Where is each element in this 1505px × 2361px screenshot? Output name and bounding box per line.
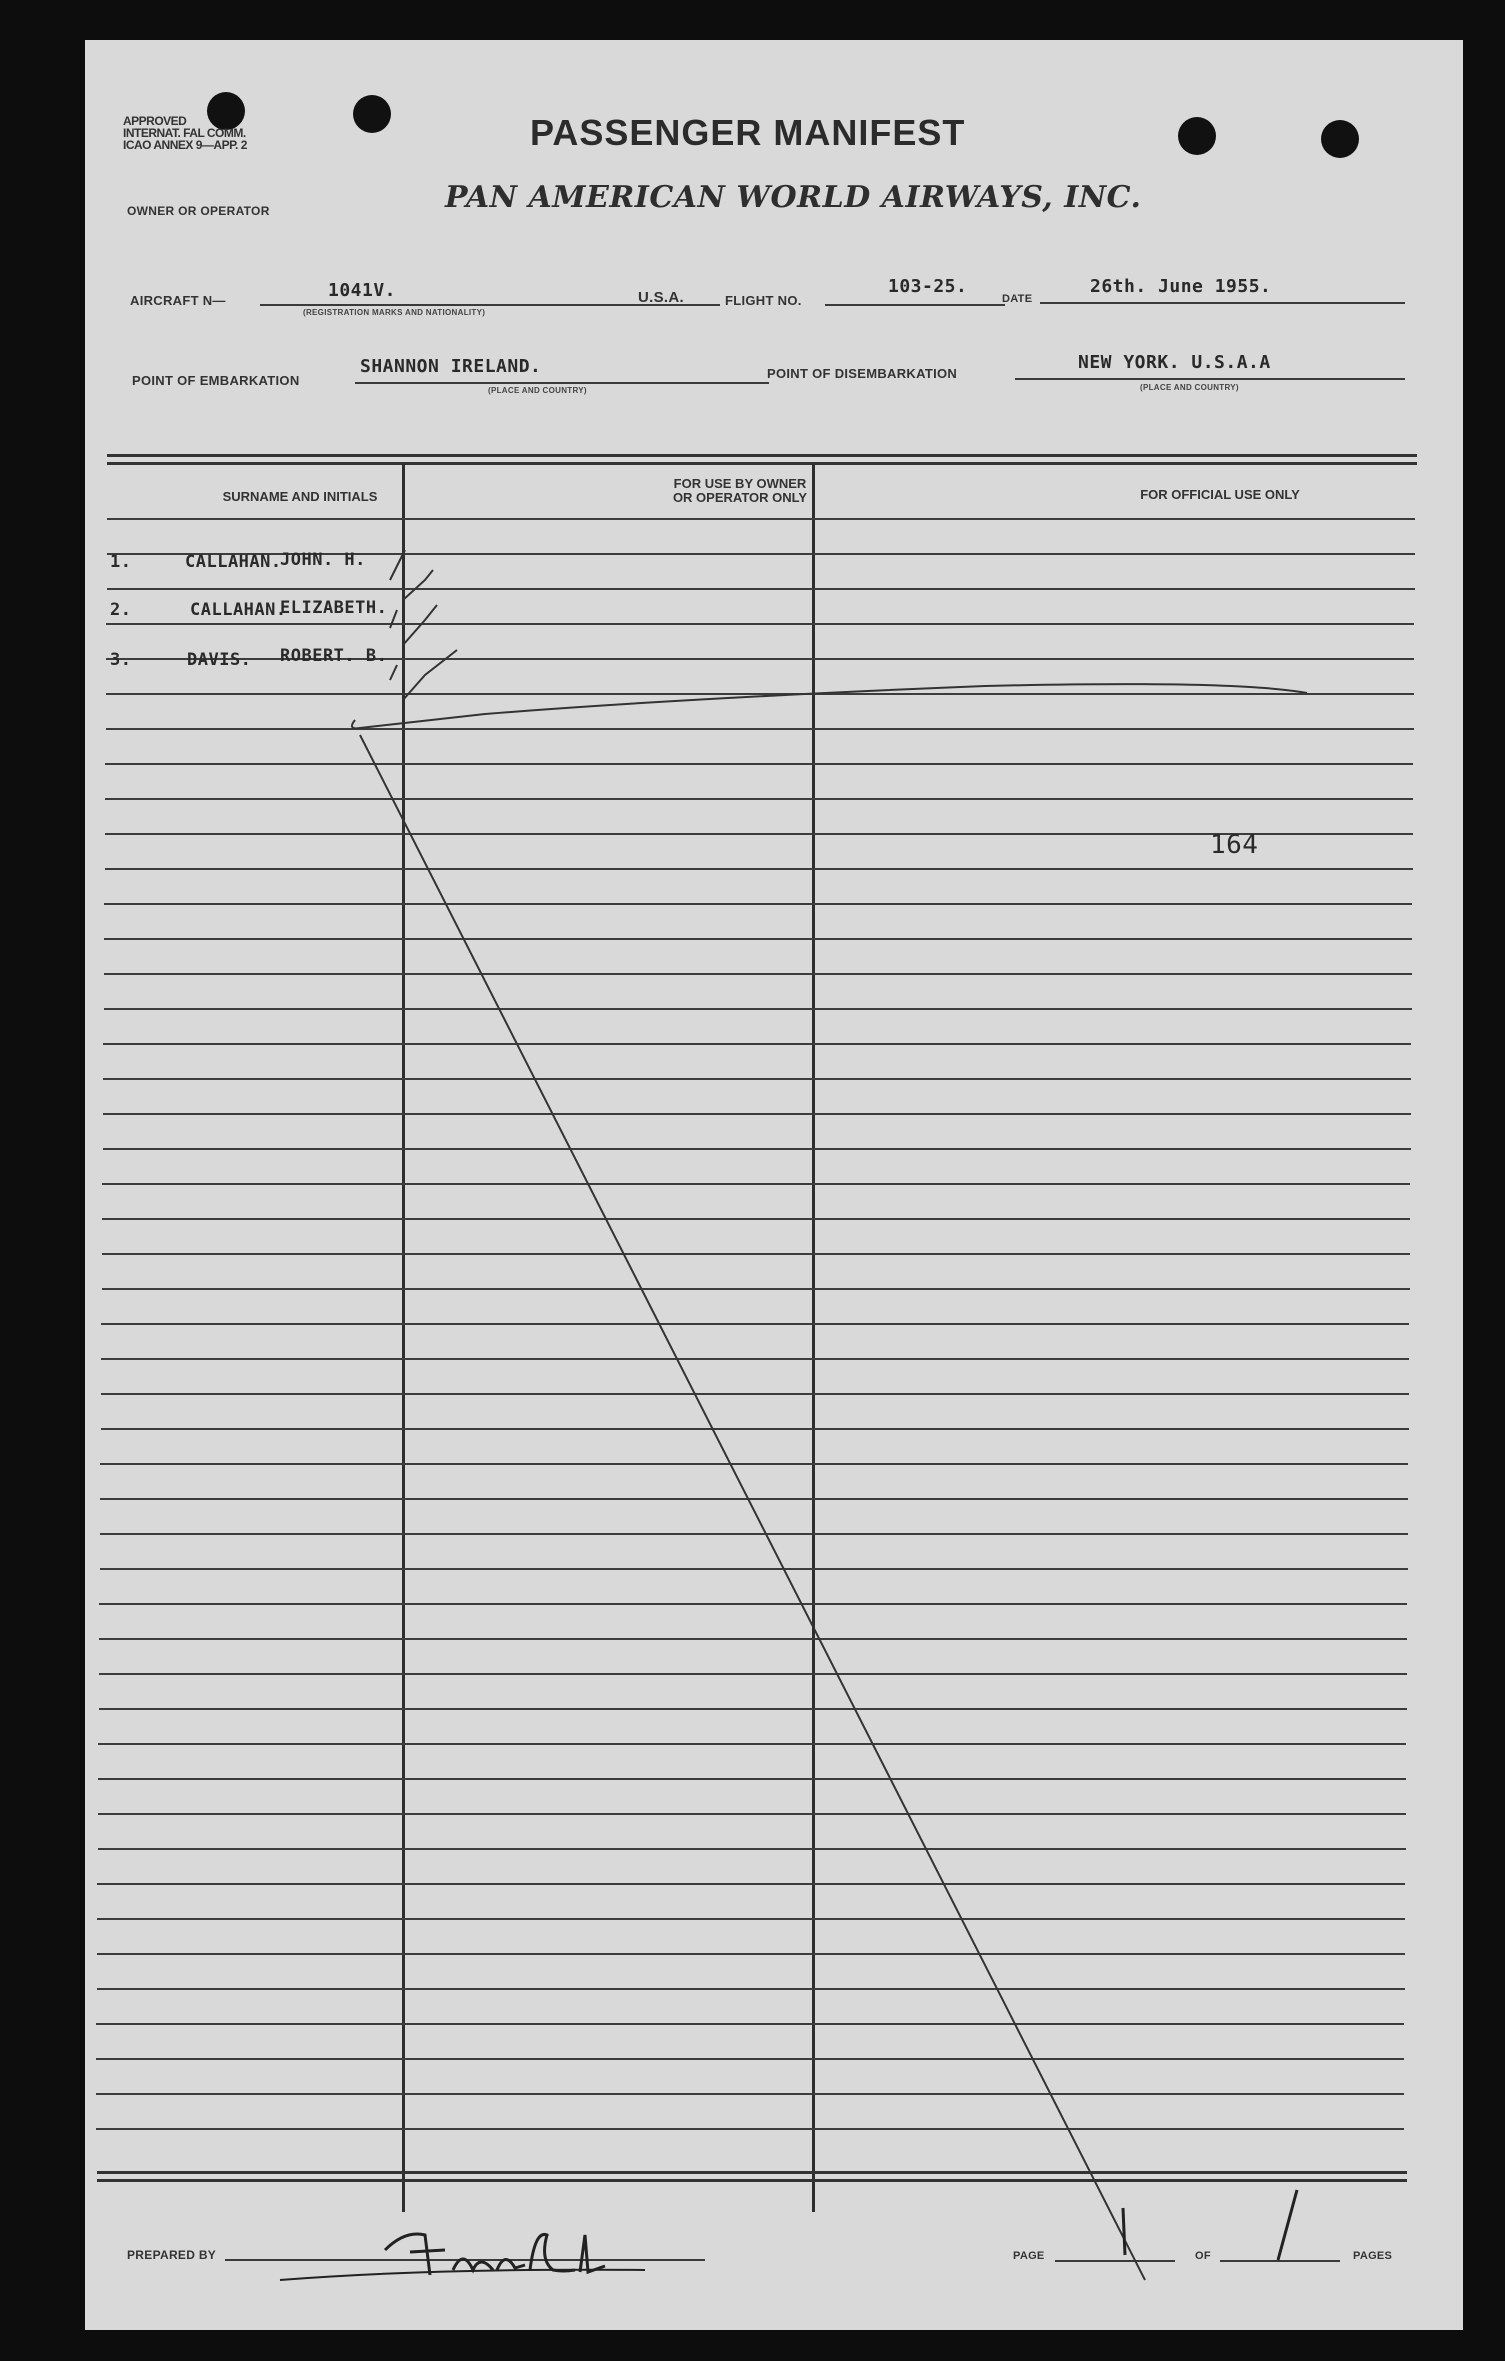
check-mark <box>403 570 433 600</box>
embark-caption: (PLACE AND COUNTRY) <box>488 386 587 395</box>
end-of-list-line <box>352 684 1307 728</box>
aircraft-caption: (REGISTRATION MARKS AND NATIONALITY) <box>303 308 486 317</box>
operator-name: PAN AMERICAN WORLD AIRWAYS, INC. <box>445 180 1142 215</box>
official-note: 164 <box>1210 830 1259 860</box>
cross-out-line <box>360 735 1145 2280</box>
check-mark <box>390 665 397 680</box>
of-label: OF <box>1195 2250 1211 2262</box>
check-mark <box>390 550 405 580</box>
disembark-label: POINT OF DISEMBARKATION <box>767 366 958 381</box>
pen-marks <box>85 40 1463 2330</box>
row-surname: CALLAHAN. <box>185 552 282 572</box>
col-header-owner-line: FOR USE BY OWNER <box>673 476 807 491</box>
row-surname: CALLAHAN. <box>190 600 287 620</box>
row-surname: DAVIS. <box>187 650 252 670</box>
date-value: 26th. June 1955. <box>1090 276 1272 297</box>
flight-no-label: FLIGHT NO. <box>725 293 802 308</box>
manifest-sheet <box>85 40 1463 2330</box>
pages-label: PAGES <box>1353 2250 1393 2262</box>
aircraft-value: 1041V. <box>328 280 397 301</box>
row-number: 1. <box>110 552 132 572</box>
row-initials: ELIZABETH. <box>280 598 388 618</box>
check-mark <box>390 610 397 628</box>
disembark-value: NEW YORK. U.S.A.A <box>1078 352 1271 373</box>
owner-label: OWNER OR OPERATOR <box>127 204 270 218</box>
prepared-label: PREPARED BY <box>127 2248 217 2262</box>
row-number: 3. <box>110 650 132 670</box>
disembark-caption: (PLACE AND COUNTRY) <box>1140 383 1239 392</box>
page-label: PAGE <box>1013 2250 1045 2262</box>
approval-line: APPROVED <box>123 114 187 128</box>
approval-line: ICAO ANNEX 9—APP. 2 <box>123 138 247 152</box>
col-header-official: FOR OFFICIAL USE ONLY <box>1140 487 1300 502</box>
flight-no-value: 103-25. <box>888 276 968 297</box>
row-number: 2. <box>110 600 132 620</box>
check-mark <box>403 605 437 645</box>
date-label: DATE <box>1002 293 1033 305</box>
row-initials: JOHN. H. <box>280 550 366 570</box>
page-total-handwritten <box>1278 2190 1297 2260</box>
aircraft-label: AIRCRAFT N— <box>130 293 226 308</box>
row-initials: ROBERT. B. <box>280 646 388 666</box>
check-mark <box>403 650 457 700</box>
embark-label: POINT OF EMBARKATION <box>132 373 300 388</box>
embark-value: SHANNON IRELAND. <box>360 356 542 377</box>
col-header-surname: SURNAME AND INITIALS <box>222 489 378 504</box>
col-header-owner-line: OR OPERATOR ONLY <box>672 490 808 505</box>
page-number-handwritten <box>1123 2208 1125 2255</box>
country-label: U.S.A. <box>638 289 684 306</box>
manifest-title: PASSENGER MANIFEST <box>530 112 966 153</box>
approval-line: INTERNAT. FAL COMM. <box>123 126 246 140</box>
